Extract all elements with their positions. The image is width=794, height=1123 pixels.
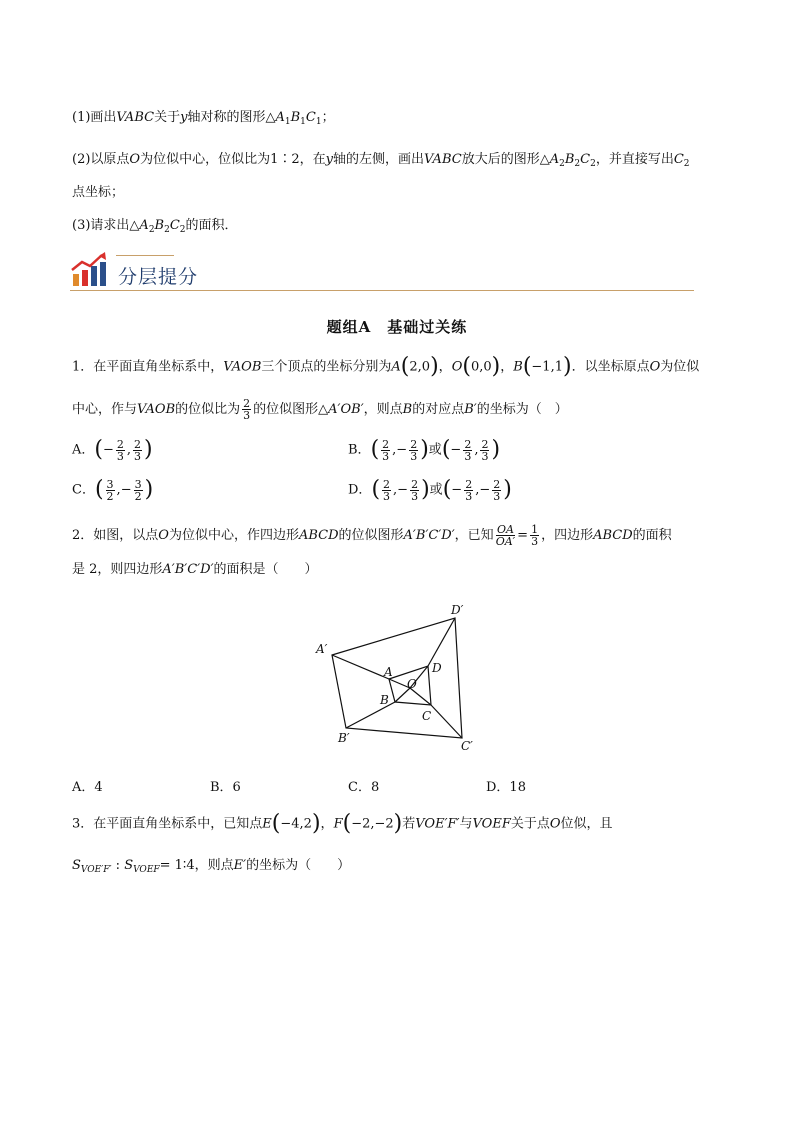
point-label: O xyxy=(649,359,661,375)
intro-part-2-cont xyxy=(72,183,124,203)
fraction-denominator: 3 xyxy=(382,449,390,463)
q1-line-1: 1．在平面直角坐标系中，VAOB三个顶点的坐标分别为A(2,0)，O(0,0)，B(−1,1)．以坐标原点O为位似 xyxy=(72,354,700,379)
text: 点坐标； xyxy=(72,185,125,200)
label-D-prime: D′ xyxy=(451,603,464,617)
or-text: 或 xyxy=(429,482,443,498)
text: 的坐标为（ ） xyxy=(246,858,351,873)
comma: , xyxy=(126,442,132,458)
outer-quadrilateral xyxy=(332,618,462,738)
fraction-denominator: 3 xyxy=(134,449,142,463)
group-title: 题组A 基础过关练 xyxy=(326,318,468,336)
vertex: C xyxy=(169,218,180,233)
fraction xyxy=(382,479,391,502)
fraction xyxy=(480,439,489,462)
point-label: E xyxy=(262,816,272,832)
point-label: O xyxy=(129,152,141,167)
text: 的位似图形 xyxy=(253,402,319,417)
label-O: O xyxy=(407,677,417,691)
text: 为位似中心，位似比为 xyxy=(140,152,271,167)
triangle-label: △A xyxy=(129,218,149,233)
comma: , xyxy=(392,442,397,458)
section-title: 分层提分 xyxy=(118,266,199,288)
area-symbol: S xyxy=(124,858,134,873)
fraction-numerator: 2 xyxy=(465,477,473,491)
fraction-numerator: 2 xyxy=(116,437,124,451)
label-D: D xyxy=(432,661,442,675)
text: ， xyxy=(320,816,334,832)
fraction-numerator: 2 xyxy=(481,437,489,451)
fraction xyxy=(133,439,142,462)
fraction-denominator: 3 xyxy=(465,489,473,503)
header-rule xyxy=(70,290,694,291)
point-label: A xyxy=(391,359,401,375)
triangle-label: VAOB xyxy=(137,402,176,417)
text: ； xyxy=(321,110,335,125)
text: 与 xyxy=(459,816,473,832)
quad-label: A′B′C′D′ xyxy=(403,528,455,543)
fraction-numerator: 2 xyxy=(464,437,472,451)
triangle-label: △A xyxy=(539,152,560,167)
option-label: B． xyxy=(348,442,371,458)
option-label: D． xyxy=(348,482,372,498)
subscript: 2 xyxy=(164,225,170,235)
minus-sign: − xyxy=(102,442,114,458)
vertex: B xyxy=(154,218,165,233)
intro-part-1 xyxy=(72,108,335,132)
coordinate: −2,−2 xyxy=(351,816,394,832)
fraction-denominator: 3 xyxy=(493,489,501,503)
minus-sign: − xyxy=(451,482,463,498)
text: 若 xyxy=(402,816,416,832)
triangle-label: △A xyxy=(265,110,285,125)
point-label: O xyxy=(451,359,463,375)
q2-option-d[interactable]: D．18 xyxy=(486,780,526,795)
fraction xyxy=(464,479,473,502)
text: (1)画出 xyxy=(72,110,117,125)
text: 轴对称的图形 xyxy=(187,110,266,125)
fraction-denominator: 2 xyxy=(106,489,114,503)
subscript: 1 xyxy=(315,117,322,127)
text: ，在 xyxy=(299,152,326,167)
point-label: O xyxy=(549,816,561,832)
label-C: C xyxy=(422,709,432,723)
fraction-numerator: 1 xyxy=(531,523,539,536)
text: 的坐标为（ ） xyxy=(476,402,568,417)
fraction xyxy=(381,439,390,462)
point-label: B xyxy=(513,359,523,375)
text: 是 2，则四边形 xyxy=(72,562,163,577)
ray-A xyxy=(332,655,389,679)
fraction xyxy=(492,479,501,502)
q2-line-1 xyxy=(72,524,672,547)
text: 为位似中心，作四边形 xyxy=(168,528,299,543)
ratio: 1∶2 xyxy=(270,152,300,167)
intro-part-3 xyxy=(72,216,238,240)
label-B: B xyxy=(380,693,389,707)
point-label: O xyxy=(158,528,169,543)
subscript: VOE′F′ xyxy=(80,865,112,875)
fraction-numerator: 2 xyxy=(243,397,251,410)
intro-part-2 xyxy=(72,150,690,174)
q1-option-a[interactable]: A．(− $\frac{2}{3}$ , $\frac{2}{3}$ ) xyxy=(72,437,153,463)
vertex: C xyxy=(305,110,316,125)
fraction xyxy=(116,439,125,462)
point-label: F xyxy=(333,816,343,832)
subscript: 2 xyxy=(590,159,596,169)
vertex: C xyxy=(673,152,684,167)
header-top-rule xyxy=(116,255,174,256)
label-C-prime: C′ xyxy=(461,739,473,753)
fraction-denominator: 3 xyxy=(464,449,472,463)
subscript: 2 xyxy=(683,159,690,169)
q3-line-2 xyxy=(72,856,350,880)
label-A-prime: A′ xyxy=(316,642,328,656)
option-label: C． xyxy=(72,482,95,498)
q2-line-2 xyxy=(72,560,318,580)
fraction-numerator: 3 xyxy=(106,477,114,491)
ratio: = 1∶4 xyxy=(159,858,195,873)
equals: = xyxy=(517,528,529,543)
fraction-numerator: 2 xyxy=(382,437,390,451)
text: ．以坐标原点 xyxy=(571,359,650,375)
comma: , xyxy=(474,442,479,458)
q2-option-c[interactable]: C．8 xyxy=(348,780,380,795)
text: 的位似比为 xyxy=(175,402,241,417)
fraction-numerator: OA xyxy=(496,523,514,536)
coordinate: −4,2 xyxy=(280,816,312,832)
text: (3)请求出 xyxy=(72,218,130,233)
fraction-denominator: 3 xyxy=(531,535,539,548)
comma: , xyxy=(475,482,480,498)
q2-option-a[interactable]: A．4 xyxy=(72,780,103,795)
q2-figure xyxy=(310,598,490,756)
axis-label: y xyxy=(325,152,334,167)
subscript: 2 xyxy=(574,159,581,169)
coordinate: 0,0 xyxy=(470,359,492,375)
text: 的位似图形 xyxy=(338,528,404,543)
text: 的面积是（ ） xyxy=(213,562,318,577)
triangle-label: △A′OB′ xyxy=(318,402,364,417)
label-B-prime: B′ xyxy=(338,731,350,745)
minus-sign: − xyxy=(397,482,409,498)
option-label: A． xyxy=(72,442,95,458)
subscript: 1 xyxy=(284,117,291,127)
fraction-numerator: 2 xyxy=(134,437,142,451)
fraction-denominator: OA′ xyxy=(495,535,516,548)
q1-option-c[interactable]: C．( $\frac{3}{2}$ ,− $\frac{3}{2}$ ) xyxy=(72,477,154,503)
point-label: E′ xyxy=(233,858,247,873)
comma: , xyxy=(393,482,398,498)
point-label: B xyxy=(402,402,413,417)
text: 3．在平面直角坐标系中，已知点 xyxy=(72,816,263,832)
text: 1．在平面直角坐标系中， xyxy=(72,359,224,375)
text: ，则点 xyxy=(363,402,403,417)
minus-sign: − xyxy=(450,442,462,458)
chart-growth-icon xyxy=(70,252,110,288)
fraction-numerator: 3 xyxy=(134,477,142,491)
fraction-denominator: 3 xyxy=(481,449,489,463)
coordinate: 2,0 xyxy=(409,359,431,375)
minus-sign: − xyxy=(120,482,132,498)
fraction xyxy=(106,479,115,502)
text: 的对应点 xyxy=(412,402,465,417)
quad-label: A′B′C′D′ xyxy=(162,562,214,577)
axis-label: y xyxy=(180,110,188,125)
text: 轴的左侧，画出 xyxy=(333,152,425,167)
subscript: 2 xyxy=(179,225,186,235)
fraction-denominator: 3 xyxy=(410,449,418,463)
text: 关于点 xyxy=(510,816,550,832)
label-A: A xyxy=(384,665,393,679)
text: 关于 xyxy=(154,110,181,125)
text: (2)以原点 xyxy=(72,152,130,167)
vertex: B xyxy=(290,110,301,125)
subscript: 1 xyxy=(300,117,306,127)
triangle-label: VAOB xyxy=(223,359,262,375)
minus-sign: − xyxy=(396,442,408,458)
q1-line-2 xyxy=(72,398,568,421)
quad-label: ABCD xyxy=(298,528,339,543)
text: ，并直接写出 xyxy=(595,152,674,167)
fraction xyxy=(530,524,539,547)
fraction xyxy=(409,439,418,462)
fraction-denominator: 3 xyxy=(243,409,251,422)
text: 的面积． xyxy=(185,218,238,233)
q3-line-1: 3．在平面直角坐标系中，已知点E(−4,2)，F(−2,−2)若VOE′F′与VOEF关于点O位似，且 xyxy=(72,811,613,836)
fraction-numerator: 2 xyxy=(493,477,501,491)
point-label: B′ xyxy=(464,402,477,417)
text: ，则点 xyxy=(194,858,234,873)
triangle-label: VABC xyxy=(116,110,155,125)
fraction-denominator: 2 xyxy=(134,489,142,503)
coordinate: −1,1 xyxy=(531,359,563,375)
subscript: 2 xyxy=(148,225,155,235)
or-text: 或 xyxy=(428,442,442,458)
text: ，已知 xyxy=(454,528,494,543)
fraction xyxy=(463,439,472,462)
triangle-label: VOE′F′ xyxy=(415,816,460,832)
fraction xyxy=(134,479,143,502)
area-symbol: S xyxy=(72,858,81,873)
fraction xyxy=(242,398,251,421)
subscript: VOEF xyxy=(133,865,160,875)
q2-option-b[interactable]: B．6 xyxy=(210,780,241,795)
text: 的面积 xyxy=(632,528,672,543)
ray-C xyxy=(431,705,462,738)
text: 为位似 xyxy=(660,359,700,375)
text: 三个顶点的坐标分别为 xyxy=(261,359,392,375)
fraction-numerator: 2 xyxy=(410,437,418,451)
text: 中心，作与 xyxy=(72,402,138,417)
triangle-label: VOEF xyxy=(472,816,511,832)
text: ，四边形 xyxy=(541,528,594,543)
text: 放大后的图形 xyxy=(461,152,540,167)
minus-sign: − xyxy=(479,482,491,498)
fraction-numerator: 2 xyxy=(411,477,419,491)
comma: , xyxy=(116,482,121,498)
fraction xyxy=(410,479,419,502)
text: 2．如图，以点 xyxy=(72,528,159,543)
vertex: B xyxy=(564,152,575,167)
vertex: C xyxy=(580,152,591,167)
fraction-denominator: 3 xyxy=(411,489,419,503)
q1-option-d[interactable]: D．( $\frac{2}{3}$ ,− $\frac{2}{3}$ )或(− $\frac{2}{3}$ ,− $\frac{2}{3}$ ) xyxy=(348,477,512,503)
text: 位似，且 xyxy=(560,816,613,832)
fraction-denominator: 3 xyxy=(383,489,391,503)
triangle-label: VABC xyxy=(424,152,462,167)
colon: : xyxy=(111,858,125,873)
fraction-denominator: 3 xyxy=(116,449,124,463)
q1-option-b[interactable]: B．( $\frac{2}{3}$ ,− $\frac{2}{3}$ )或(− $\frac{2}{3}$ , $\frac{2}{3}$ ) xyxy=(348,437,501,463)
fraction-numerator: 2 xyxy=(383,477,391,491)
quad-label: ABCD xyxy=(593,528,633,543)
fraction xyxy=(496,524,515,547)
subscript: 2 xyxy=(559,159,565,169)
